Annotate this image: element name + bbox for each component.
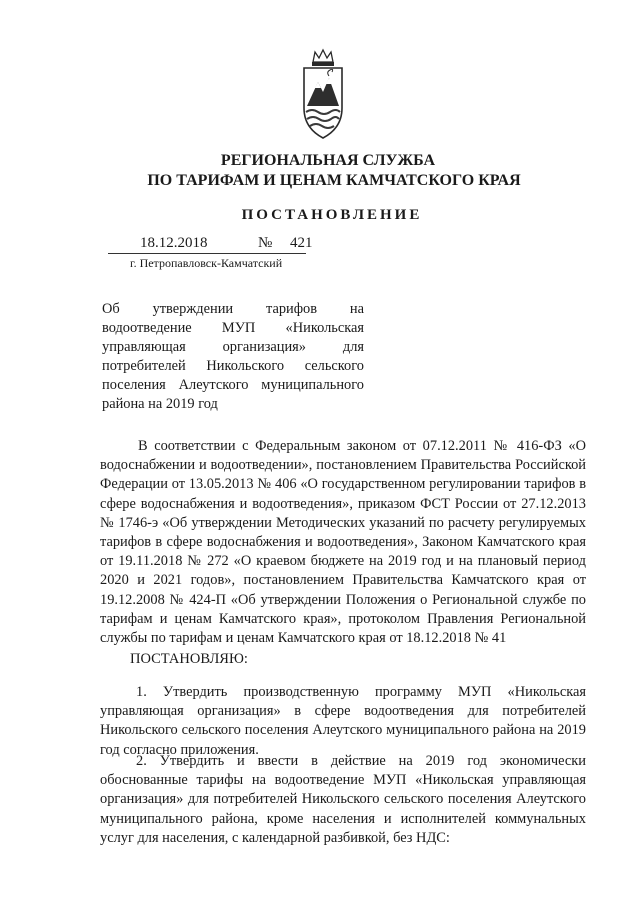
- agency-name-line1: РЕГИОНАЛЬНАЯ СЛУЖБА: [220, 152, 436, 169]
- document-subject: Об утверждении тарифов на водоотведение МУП «Никольская управляющая организация» для потребителей Никольского сельского поселения Алеутского муниципального района на 2019 год: [102, 301, 364, 412]
- legal-basis-paragraph: В соответствии с Федеральным законом от 07.12.2011 № 416-ФЗ «О водоснабжении и водоотведении», постановлением Правительства Российской Федерации от 13.05.2013 № 406 «О государственном регулировании тарифов в сфере водоснабжения и водоотведения», приказом ФСТ России от 27.12.2013 № 1746-э «Об утверждении Методических указаний по расчету регулируемых тарифов в сфере водоснабжения и водоотведения», Законом Камчатского края от 19.11.2018 № 272 «О краевом бюджете на 2019 год и на плановый период 2020 и 2021 годов», постановлением Правительства Камчатского края от 19.12.2008 № 424-П «Об утверждении Положения о Региональной службе по тарифам и ценам Камчатского края», протоколом Правления Региональной службы по тарифам и ценам Камчатского края от 18.12.2018 № 41: [100, 438, 586, 647]
- agency-name-line2: ПО ТАРИФАМ И ЦЕНАМ КАМЧАТСКОГО КРАЯ: [147, 172, 521, 189]
- decree-item-1: 1. Утвердить производственную программу МУП «Никольская управляющая организация» в сфере водоотведения для потребителей Никольского сельского поселения Алеутского муниципального района на 2019 год согласно приложения.: [100, 684, 586, 758]
- number-sign: №: [258, 235, 273, 251]
- document-date: 18.12.2018: [140, 235, 208, 251]
- document-place: г. Петропавловск-Камчатский: [130, 256, 283, 270]
- registration-underline: [108, 253, 306, 254]
- decree-heading: ПОСТАНОВЛЯЮ:: [130, 651, 248, 667]
- decree-item-2: 2. Утвердить и ввести в действие на 2019 год экономически обоснованные тарифы на водоотведение МУП «Никольская управляющая организация» для потребителей Никольского сельского поселения Алеутского муниципального района, кроме населения и исполнителей коммунальных услуг для населения, с календарной разбивкой, без НДС:: [100, 753, 586, 846]
- kamchatka-coat-of-arms-icon: [296, 48, 350, 142]
- document-number: 421: [290, 235, 313, 251]
- document-type-title: ПОСТАНОВЛЕНИЕ: [241, 207, 423, 223]
